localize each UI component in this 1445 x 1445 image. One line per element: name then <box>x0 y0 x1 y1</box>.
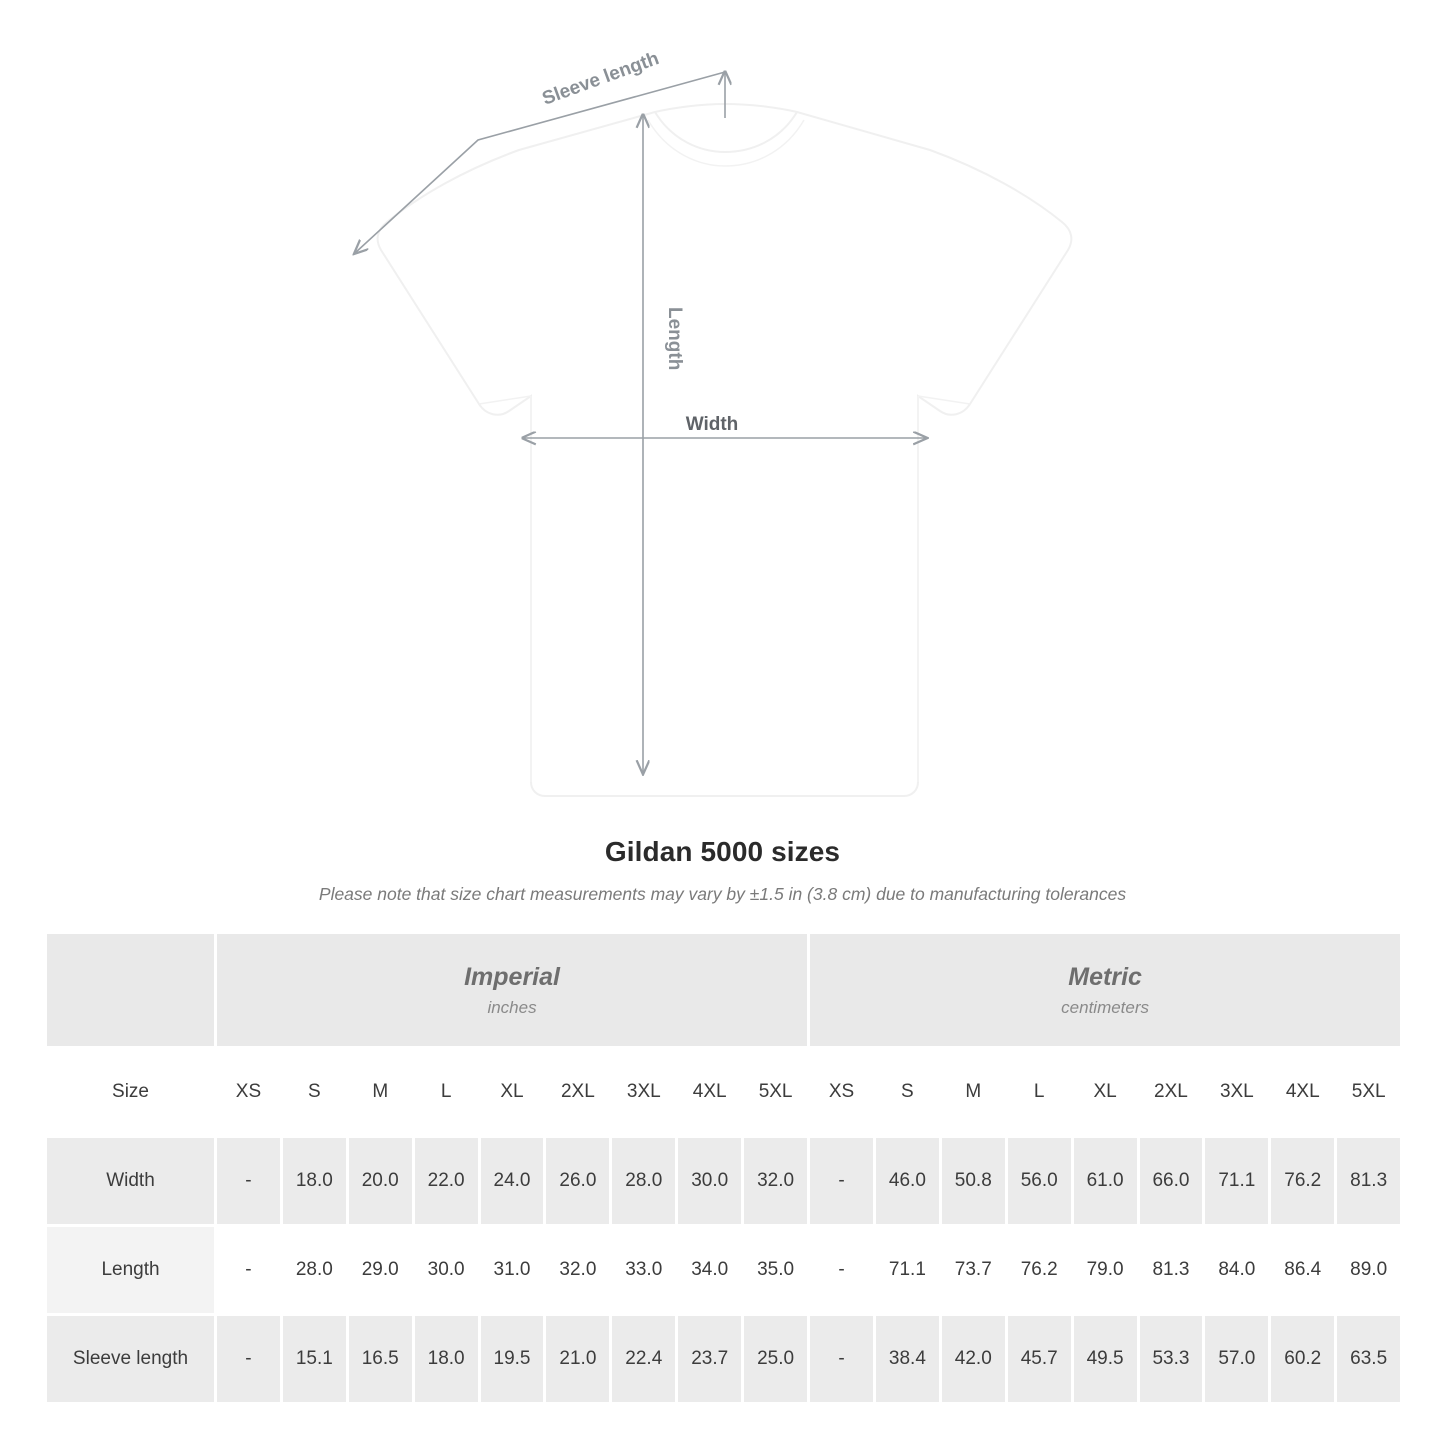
length-imperial-3xl: 33.0 <box>611 1226 677 1315</box>
sleeve-metric-xs: - <box>809 1315 875 1404</box>
width-metric-2xl: 66.0 <box>1138 1137 1204 1226</box>
size-table-wrapper <box>0 931 1445 1405</box>
length-metric-xl: 79.0 <box>1072 1226 1138 1315</box>
tolerance-note: Please note that size chart measurements may vary by ±1.5 in (3.8 cm) due to manufacturing tolerances <box>318 884 1127 904</box>
width-imperial-l: 22.0 <box>413 1137 479 1226</box>
width-metric-xl: 61.0 <box>1072 1137 1138 1226</box>
length-metric-l: 76.2 <box>1006 1226 1072 1315</box>
length-label: Length <box>664 307 685 371</box>
sleeve-imperial-xl: 19.5 <box>479 1315 545 1404</box>
size-metric-m: M <box>940 1048 1006 1137</box>
size-metric-4xl: 4XL <box>1270 1048 1336 1137</box>
size-imperial-m: M <box>347 1048 413 1137</box>
size-imperial-2xl: 2XL <box>545 1048 611 1137</box>
length-metric-2xl: 81.3 <box>1138 1226 1204 1315</box>
table-row <box>46 1137 1402 1226</box>
length-metric-s: 71.1 <box>874 1226 940 1315</box>
sleeve-length-label: Sleeve length <box>539 48 662 110</box>
size-imperial-5xl: 5XL <box>743 1048 809 1137</box>
size-metric-l: L <box>1006 1048 1072 1137</box>
sleeve-metric-2xl: 53.3 <box>1138 1315 1204 1404</box>
imperial-name: Imperial <box>464 963 560 992</box>
length-imperial-xl: 31.0 <box>479 1226 545 1315</box>
row-label-width: Width <box>46 1137 216 1226</box>
unit-header-spacer <box>46 933 216 1048</box>
length-imperial-s: 28.0 <box>281 1226 347 1315</box>
title-block <box>0 836 1445 905</box>
size-metric-xs: XS <box>809 1048 875 1137</box>
page-title: Gildan 5000 sizes <box>604 836 841 867</box>
size-metric-s: S <box>874 1048 940 1137</box>
width-metric-l: 56.0 <box>1006 1137 1072 1226</box>
size-imperial-xl: XL <box>479 1048 545 1137</box>
table-row <box>46 1315 1402 1404</box>
length-metric-xs: - <box>809 1226 875 1315</box>
size-imperial-4xl: 4XL <box>677 1048 743 1137</box>
size-imperial-l: L <box>413 1048 479 1137</box>
sleeve-imperial-l: 18.0 <box>413 1315 479 1404</box>
length-imperial-xs: - <box>216 1226 282 1315</box>
metric-name: Metric <box>1068 963 1142 992</box>
sleeve-imperial-5xl: 25.0 <box>743 1315 809 1404</box>
sleeve-imperial-xs: - <box>216 1315 282 1404</box>
size-metric-5xl: 5XL <box>1336 1048 1402 1137</box>
width-imperial-2xl: 26.0 <box>545 1137 611 1226</box>
sleeve-imperial-4xl: 23.7 <box>677 1315 743 1404</box>
sleeve-metric-3xl: 57.0 <box>1204 1315 1270 1404</box>
sleeve-metric-xl: 49.5 <box>1072 1315 1138 1404</box>
width-imperial-m: 20.0 <box>347 1137 413 1226</box>
length-imperial-2xl: 32.0 <box>545 1226 611 1315</box>
width-label: Width <box>685 414 739 435</box>
width-imperial-3xl: 28.0 <box>611 1137 677 1226</box>
size-table <box>44 931 1403 1405</box>
length-metric-m: 73.7 <box>940 1226 1006 1315</box>
sleeve-imperial-3xl: 22.4 <box>611 1315 677 1404</box>
size-metric-xl: XL <box>1072 1048 1138 1137</box>
width-imperial-xs: - <box>216 1137 282 1226</box>
width-imperial-xl: 24.0 <box>479 1137 545 1226</box>
metric-header <box>809 933 1402 1048</box>
size-imperial-xs: XS <box>216 1048 282 1137</box>
sleeve-metric-s: 38.4 <box>874 1315 940 1404</box>
unit-header-row <box>46 933 1402 1048</box>
sleeve-metric-l: 45.7 <box>1006 1315 1072 1404</box>
size-metric-3xl: 3XL <box>1204 1048 1270 1137</box>
width-metric-m: 50.8 <box>940 1137 1006 1226</box>
imperial-header <box>216 933 809 1048</box>
sleeve-imperial-m: 16.5 <box>347 1315 413 1404</box>
size-imperial-3xl: 3XL <box>611 1048 677 1137</box>
length-metric-5xl: 89.0 <box>1336 1226 1402 1315</box>
tshirt-shape <box>378 104 1072 796</box>
sleeve-metric-4xl: 60.2 <box>1270 1315 1336 1404</box>
length-imperial-5xl: 35.0 <box>743 1226 809 1315</box>
length-imperial-4xl: 34.0 <box>677 1226 743 1315</box>
width-metric-xs: - <box>809 1137 875 1226</box>
sleeve-imperial-s: 15.1 <box>281 1315 347 1404</box>
size-metric-2xl: 2XL <box>1138 1048 1204 1137</box>
width-metric-3xl: 71.1 <box>1204 1137 1270 1226</box>
imperial-unit: inches <box>487 997 537 1017</box>
width-imperial-5xl: 32.0 <box>743 1137 809 1226</box>
width-metric-4xl: 76.2 <box>1270 1137 1336 1226</box>
length-metric-4xl: 86.4 <box>1270 1226 1336 1315</box>
sleeve-metric-5xl: 63.5 <box>1336 1315 1402 1404</box>
length-metric-3xl: 84.0 <box>1204 1226 1270 1315</box>
length-imperial-m: 29.0 <box>347 1226 413 1315</box>
width-imperial-s: 18.0 <box>281 1137 347 1226</box>
width-imperial-4xl: 30.0 <box>677 1137 743 1226</box>
size-row <box>46 1048 1402 1137</box>
sleeve-imperial-2xl: 21.0 <box>545 1315 611 1404</box>
length-imperial-l: 30.0 <box>413 1226 479 1315</box>
size-imperial-s: S <box>281 1048 347 1137</box>
width-metric-s: 46.0 <box>874 1137 940 1226</box>
sleeve-metric-m: 42.0 <box>940 1315 1006 1404</box>
width-metric-5xl: 81.3 <box>1336 1137 1402 1226</box>
metric-unit: centimeters <box>1061 997 1150 1017</box>
row-label-sleeve-length: Sleeve length <box>46 1315 216 1404</box>
row-label-length: Length <box>46 1226 216 1315</box>
table-row <box>46 1226 1402 1315</box>
size-label: Size <box>46 1048 216 1137</box>
